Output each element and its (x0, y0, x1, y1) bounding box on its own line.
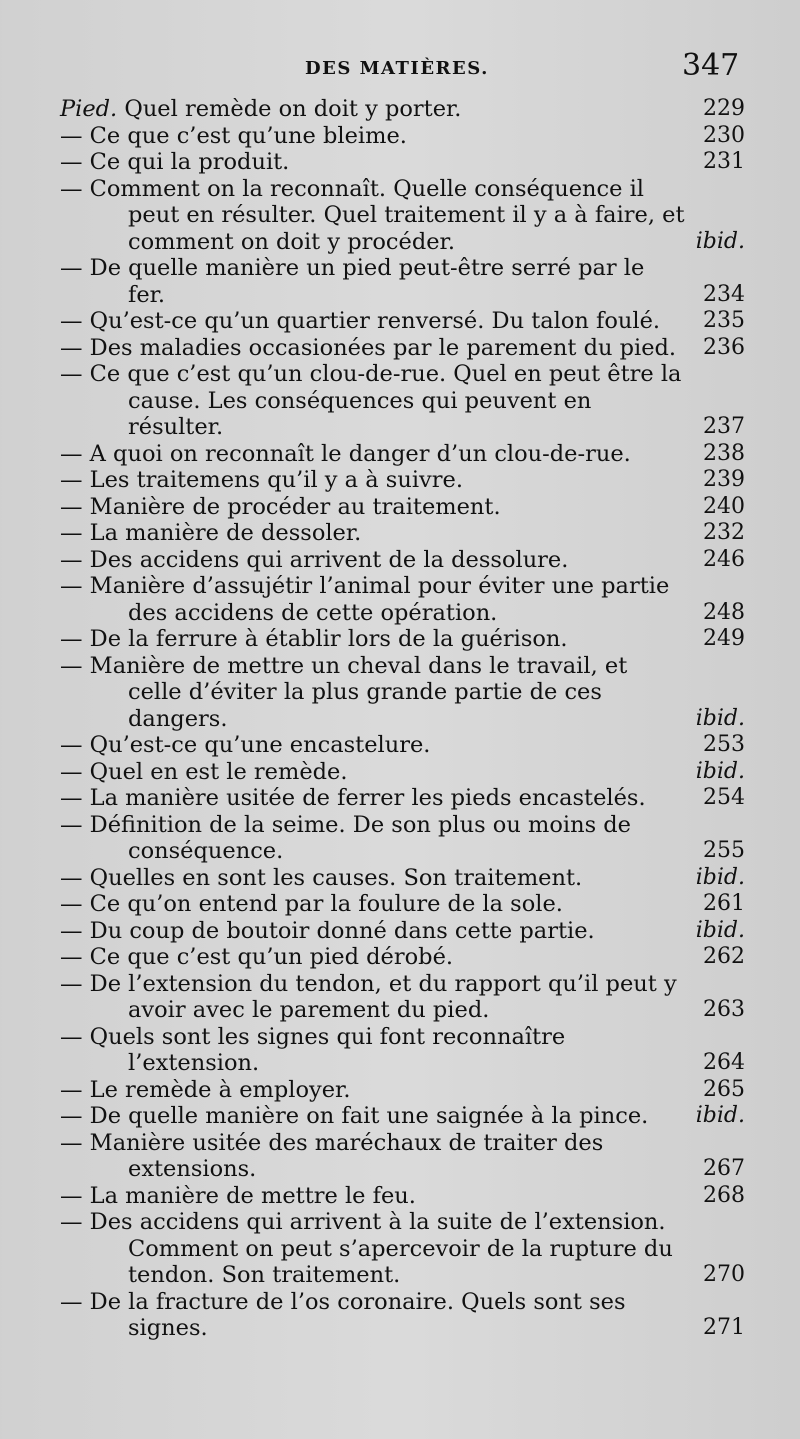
toc-entry-page: 235 (703, 308, 745, 333)
toc-entry-page: 265 (703, 1076, 745, 1102)
toc-entry-page: 262 (703, 944, 745, 969)
toc-entry-page: 261 (703, 891, 745, 916)
toc-entry-text (60, 812, 685, 865)
toc-entry-body: — La manière usitée de ferrer les pieds encastelés. (60, 785, 646, 811)
toc-entry-body: — A quoi on reconnaît le danger d’un clou-de-rue. (60, 440, 631, 467)
toc-entry-body: — Qu’est-ce qu’un quartier renversé. Du talon foulé. (60, 308, 661, 334)
toc-entry (60, 865, 745, 892)
toc-entry-text (60, 891, 685, 918)
toc-entry-body: — Quel en est le remède. (60, 758, 348, 785)
toc-entry-body: — Les traitemens qu’il y a à suivre. (60, 467, 463, 493)
toc-entry-text (60, 918, 685, 945)
toc-entry-page: ibid. (695, 864, 745, 890)
toc-entry (60, 785, 745, 812)
toc-entry-body: — Ce qui la produit. (60, 149, 290, 175)
toc-entry (60, 891, 745, 918)
toc-entry-page: 234 (703, 281, 745, 307)
toc-entry (60, 573, 745, 626)
toc-entry-page: 240 (703, 493, 745, 519)
toc-entry-text (60, 1289, 685, 1342)
toc-entry-text (60, 441, 685, 468)
toc-entry-lead: Pied. (60, 96, 118, 122)
toc-entry (60, 441, 745, 468)
toc-entry-body: — Ce que c’est qu’une bleime. (60, 122, 407, 149)
toc-entry-body: — Quels sont les signes qui font reconnaître l’extension. (60, 1023, 566, 1076)
toc-entry (60, 626, 745, 653)
toc-entry-page: 229 (703, 96, 745, 121)
toc-entry-body: — Des accidens qui arrivent à la suite de l’extension. Comment on peut s’apercevoir de la rupture du tendon. Son traitement. (60, 1209, 673, 1288)
toc-entry-text (60, 361, 685, 441)
toc-entry-text (60, 653, 685, 733)
toc-entry-page: 254 (703, 785, 745, 810)
toc-entry (60, 149, 745, 176)
toc-entry (60, 1183, 745, 1210)
table-of-contents (60, 96, 745, 1342)
toc-entry-text (60, 1103, 685, 1130)
toc-entry-page: ibid. (695, 1103, 745, 1128)
toc-entry-page: 232 (703, 520, 745, 545)
toc-entry (60, 467, 745, 494)
toc-entry-body: — De l’extension du tendon, et du rapport qu’il peut y avoir avec le parement du pied. (60, 970, 677, 1023)
toc-entry (60, 812, 745, 865)
toc-entry-page: 253 (703, 732, 745, 757)
toc-entry-text (60, 308, 685, 335)
toc-entry-text (60, 1130, 685, 1183)
toc-entry-body: Quel remède on doit y porter. (117, 96, 462, 122)
toc-entry-body: — Le remède à employer. (60, 1076, 351, 1103)
toc-entry-page: 263 (703, 997, 745, 1022)
toc-entry-page: ibid. (695, 758, 745, 784)
toc-entry-page: ibid. (695, 705, 745, 731)
toc-entry (60, 971, 745, 1024)
toc-entry-body: — De la fracture de l’os coronaire. Quels sont ses signes. (60, 1288, 626, 1341)
running-header (0, 48, 800, 98)
toc-entry (60, 1103, 745, 1130)
toc-entry (60, 176, 745, 256)
toc-entry-page: 236 (703, 334, 745, 360)
toc-entry-body: — Définition de la seime. De son plus ou moins de conséquence. (60, 811, 631, 864)
toc-entry-text (60, 759, 685, 786)
toc-entry-body: — Du coup de boutoir donné dans cette partie. (60, 917, 595, 944)
toc-entry-body: — De quelle manière on fait une saignée à la pince. (60, 1103, 649, 1129)
toc-entry (60, 1077, 745, 1104)
toc-entry-page: 249 (703, 626, 745, 651)
toc-entry-page: ibid. (695, 228, 745, 254)
toc-entry-text (60, 335, 685, 362)
toc-entry-page: 267 (703, 1156, 745, 1181)
toc-entry-text (60, 626, 685, 653)
toc-entry-body: — Ce que c’est qu’un clou-de-rue. Quel en peut être la cause. Les conséquences qui peuvent en résulter. (60, 361, 682, 440)
toc-entry-body: — De quelle manière un pied peut-être serré par le fer. (60, 255, 645, 308)
toc-entry-text (60, 494, 685, 521)
toc-entry-body: — Quelles en sont les causes. Son traitement. (60, 864, 583, 891)
toc-entry (60, 732, 745, 759)
toc-entry (60, 1130, 745, 1183)
toc-entry-body: — Comment on la reconnaît. Quelle conséquence il peut en résulter. Quel traitement il y a à faire, et comment on doit y procéder. (60, 175, 685, 255)
toc-entry (60, 759, 745, 786)
toc-entry-text (60, 732, 685, 759)
toc-entry-body: — Manière usitée des maréchaux de traiter des extensions. (60, 1129, 604, 1182)
toc-entry-page: 270 (703, 1262, 745, 1287)
toc-entry-page: 255 (703, 838, 745, 863)
toc-entry-body: — De la ferrure à établir lors de la guérison. (60, 626, 568, 652)
toc-entry-text (60, 96, 685, 123)
toc-entry (60, 1209, 745, 1289)
header-title: DES MATIÈRES. (305, 58, 489, 79)
toc-entry-text (60, 971, 685, 1024)
toc-entry-text (60, 467, 685, 494)
toc-entry-text (60, 1209, 685, 1289)
toc-entry-text (60, 149, 685, 176)
toc-entry (60, 335, 745, 362)
toc-entry (60, 653, 745, 733)
toc-entry-text (60, 176, 685, 256)
toc-entry-page: 238 (703, 440, 745, 466)
toc-entry-text (60, 1077, 685, 1104)
toc-entry (60, 547, 745, 574)
toc-entry-text (60, 520, 685, 547)
toc-entry (60, 361, 745, 441)
toc-entry-page: 230 (703, 122, 745, 148)
toc-entry-text (60, 255, 685, 308)
toc-entry (60, 308, 745, 335)
toc-entry-page: 246 (703, 546, 745, 572)
toc-entry-page: 271 (703, 1315, 745, 1340)
toc-entry (60, 520, 745, 547)
header-page-number: 347 (682, 48, 740, 83)
toc-entry (60, 944, 745, 971)
toc-entry (60, 1289, 745, 1342)
toc-entry-body: — Manière de mettre un cheval dans le travail, et celle d’éviter la plus grande partie de ces dangers. (60, 652, 628, 732)
toc-entry-body: — La manière de mettre le feu. (60, 1182, 416, 1209)
toc-entry-text (60, 573, 685, 626)
toc-entry-text (60, 123, 685, 150)
toc-entry (60, 918, 745, 945)
toc-entry-text (60, 944, 685, 971)
toc-entry-text (60, 1024, 685, 1077)
toc-entry-page: ibid. (695, 917, 745, 943)
toc-entry-body: — Manière de procéder au traitement. (60, 493, 501, 520)
toc-entry (60, 96, 745, 123)
toc-entry-page: 231 (703, 149, 745, 174)
toc-entry-text (60, 547, 685, 574)
toc-entry-body: — La manière de dessoler. (60, 520, 362, 546)
toc-entry-text (60, 865, 685, 892)
toc-entry-page: 268 (703, 1182, 745, 1208)
toc-entry (60, 123, 745, 150)
toc-entry-page: 264 (703, 1050, 745, 1075)
toc-entry-page: 248 (703, 599, 745, 625)
toc-entry-text (60, 1183, 685, 1210)
toc-entry (60, 255, 745, 308)
toc-entry-body: — Manière d’assujétir l’animal pour éviter une partie des accidens de cette opération. (60, 573, 670, 626)
toc-entry-body: — Des accidens qui arrivent de la dessolure. (60, 546, 569, 573)
toc-entry-text (60, 785, 685, 812)
toc-entry-body: — Des maladies occasionées par le parement du pied. (60, 334, 677, 361)
toc-entry-body: — Ce qu’on entend par la foulure de la sole. (60, 891, 563, 917)
toc-entry-page: 237 (703, 414, 745, 439)
toc-entry-body: — Ce que c’est qu’un pied dérobé. (60, 944, 454, 970)
toc-entry (60, 494, 745, 521)
toc-entry-body: — Qu’est-ce qu’une encastelure. (60, 732, 431, 758)
toc-entry-page: 239 (703, 467, 745, 492)
toc-entry (60, 1024, 745, 1077)
